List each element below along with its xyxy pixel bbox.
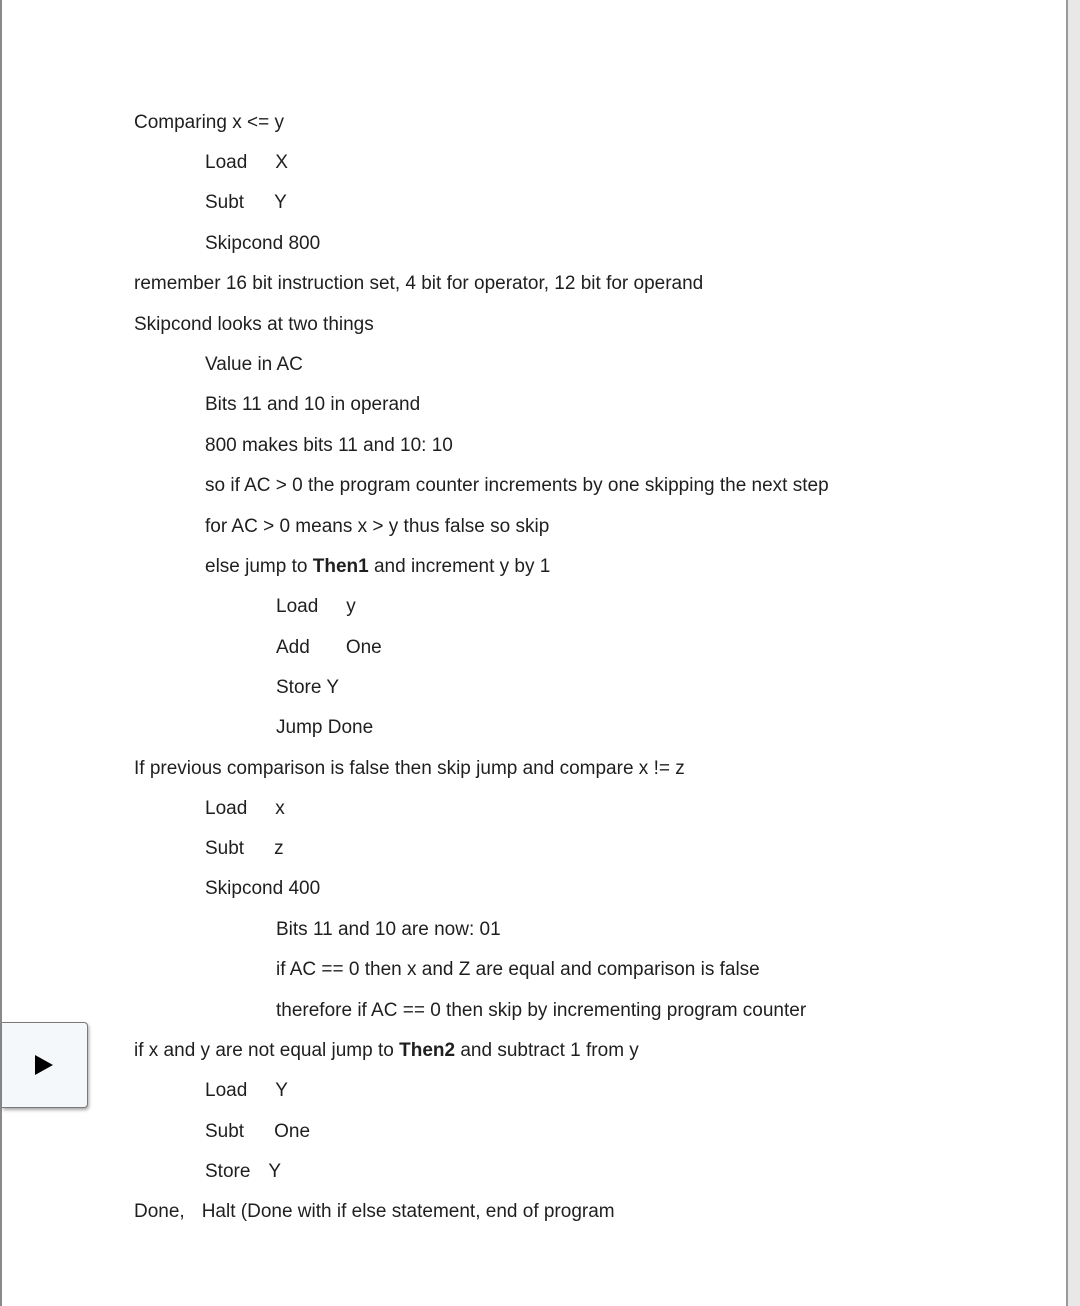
code-op: Load bbox=[205, 798, 248, 819]
note-ac-equal-zero: if AC == 0 then x and Z are equal and comparison is false bbox=[276, 959, 760, 980]
code-arg: z bbox=[274, 838, 284, 859]
document-page bbox=[2, 0, 1066, 1306]
code-line-subt-y bbox=[205, 191, 287, 215]
code-op: Add bbox=[276, 637, 310, 658]
code-line-load-x-lower bbox=[205, 797, 285, 821]
text-segment: and increment y by 1 bbox=[368, 556, 551, 577]
note-ac-greater-zero: so if AC > 0 the program counter increments by one skipping the next step bbox=[205, 475, 829, 496]
code-arg: Y bbox=[275, 1080, 288, 1101]
code-arg: x bbox=[275, 798, 285, 819]
note-ac-means: for AC > 0 means x > y thus false so skip bbox=[205, 516, 550, 537]
code-op: Load bbox=[276, 596, 319, 617]
code-op: Subt bbox=[205, 1121, 245, 1142]
code-op: Load bbox=[205, 1080, 248, 1101]
code-line-skipcond-400: Skipcond 400 bbox=[205, 878, 321, 899]
play-button[interactable] bbox=[2, 1022, 88, 1108]
text-segment: and subtract 1 from y bbox=[455, 1040, 639, 1061]
code-line-subt-z bbox=[205, 837, 284, 861]
label-then1: Then1 bbox=[312, 556, 369, 577]
code-op: Load bbox=[205, 152, 248, 173]
code-line-store-y: Store Y bbox=[276, 677, 340, 698]
code-op: Subt bbox=[205, 192, 245, 213]
note-bits-400: Bits 11 and 10 are now: 01 bbox=[276, 919, 501, 940]
note-bits-800: 800 makes bits 11 and 10: 10 bbox=[205, 435, 453, 456]
note-skipcond: Skipcond looks at two things bbox=[134, 314, 374, 335]
code-line-done-halt bbox=[134, 1200, 615, 1224]
code-arg: One bbox=[345, 637, 382, 658]
code-line-add-one bbox=[276, 636, 382, 660]
code-op: Store bbox=[205, 1161, 251, 1182]
heading-compare-x-ne-z: If previous comparison is false then skip jump and compare x != z bbox=[134, 758, 685, 779]
code-op: Subt bbox=[205, 838, 245, 859]
code-line-store-y-upper bbox=[205, 1160, 281, 1184]
text-segment: if x and y are not equal jump to bbox=[134, 1040, 400, 1061]
code-arg: X bbox=[275, 152, 288, 173]
code-arg: Y bbox=[274, 192, 287, 213]
label-done: Done, bbox=[134, 1201, 185, 1222]
note-instruction-set: remember 16 bit instruction set, 4 bit for operator, 12 bit for operand bbox=[134, 273, 704, 294]
code-line-load-x bbox=[205, 151, 288, 175]
note-bits-operand: Bits 11 and 10 in operand bbox=[205, 394, 421, 415]
heading-compare-x-le-y: Comparing x <= y bbox=[134, 112, 284, 133]
halt-text: Halt (Done with if else statement, end of program bbox=[201, 1201, 615, 1222]
label-then2: Then2 bbox=[399, 1040, 456, 1061]
heading-then2 bbox=[134, 1039, 639, 1063]
code-line-load-y-upper bbox=[205, 1079, 288, 1103]
code-arg: One bbox=[274, 1121, 311, 1142]
play-icon bbox=[34, 1054, 54, 1076]
code-line-jump-done: Jump Done bbox=[276, 717, 374, 738]
note-ac-equal-skip: therefore if AC == 0 then skip by incrementing program counter bbox=[276, 1000, 807, 1021]
note-value-in-ac: Value in AC bbox=[205, 354, 303, 375]
right-scroll-gutter bbox=[1066, 0, 1080, 1306]
code-arg: y bbox=[346, 596, 356, 617]
code-line-subt-one bbox=[205, 1120, 310, 1144]
code-line-load-y bbox=[276, 595, 356, 619]
text-segment: else jump to bbox=[205, 556, 313, 577]
note-else-then1 bbox=[205, 555, 550, 579]
code-line-skipcond-800: Skipcond 800 bbox=[205, 233, 321, 254]
code-arg: Y bbox=[268, 1161, 282, 1182]
